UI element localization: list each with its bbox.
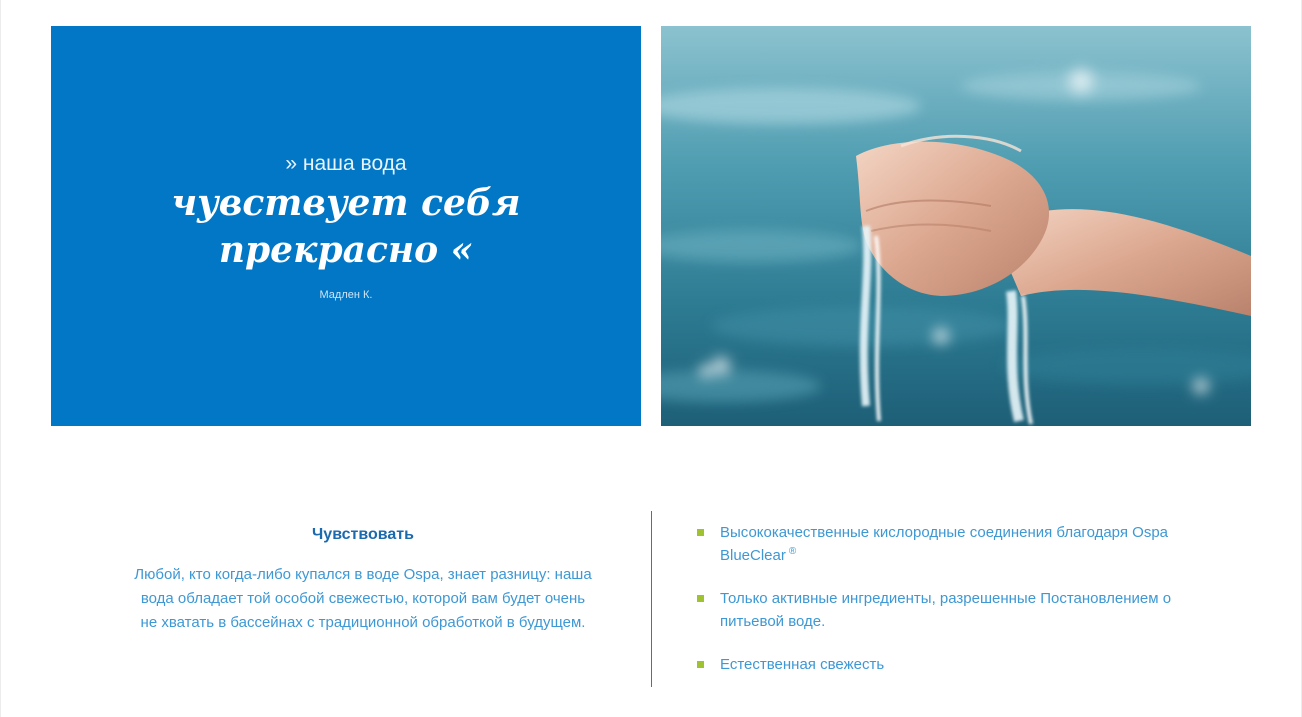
feel-text: Любой, кто когда-либо купался в воде Ospa, знает разницу: наша вода обладает той особой свежестью, которой вам будет очень не хватать в бассейнах с традиционной обработкой в будущем. xyxy=(134,566,592,631)
quote-main: чувствует себя прекрасно « xyxy=(171,181,521,271)
square-bullet-icon xyxy=(697,529,704,536)
square-bullet-icon xyxy=(697,661,704,668)
divider xyxy=(651,511,652,687)
feature-text: Высококачественные кислородные соединения благодаря Ospa BlueClear xyxy=(720,524,1169,564)
feature-item xyxy=(697,587,1217,633)
quote-lead: » наша вода xyxy=(285,151,407,175)
feature-item xyxy=(697,521,1217,567)
registered-mark: ® xyxy=(788,546,797,557)
water-hands-photo xyxy=(661,26,1251,426)
water-hands-image xyxy=(661,26,1251,426)
square-bullet-icon xyxy=(697,595,704,602)
feature-text: Только активные ингредиенты, разрешенные Постановлением о питьевой воде. xyxy=(720,590,1172,630)
feature-text: Естественная свежесть xyxy=(720,656,885,673)
quote-author: Мадлен К. xyxy=(319,288,373,301)
feature-item xyxy=(697,653,1217,676)
features-list xyxy=(697,521,1217,696)
quote-tile xyxy=(51,26,641,426)
feel-title: Чувствовать xyxy=(312,526,414,543)
feel-block xyxy=(131,524,595,635)
